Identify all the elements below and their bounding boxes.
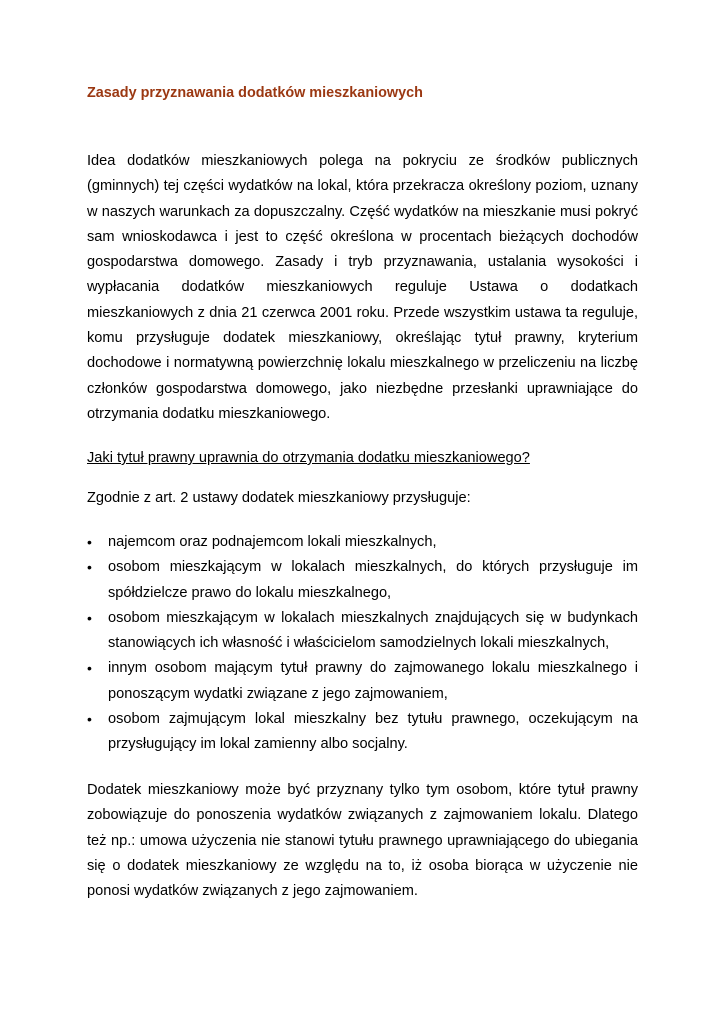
list-intro: Zgodnie z art. 2 ustawy dodatek mieszkaniowy przysługuje: (87, 490, 471, 506)
eligibility-list (87, 530, 638, 758)
closing-paragraph: Dodatek mieszkaniowy może być przyznany tylko tym osobom, które tytuł prawny zobowiązuje do ponoszenia wydatków związanych z zajmowaniem lokalu. Dlatego też np.: umowa użyczenia nie stanowi tytułu prawnego uprawniającego do ubiegania się o dodatek mieszkaniowy ze względu na to, iż osoba biorąca w użyczenie nie ponosi wydatków związanych z jego zajmowaniem. (87, 782, 638, 900)
bullet-icon: • (87, 711, 92, 728)
question-heading: Jaki tytuł prawny uprawnia do otrzymania dodatku mieszkaniowego? (87, 450, 530, 466)
list-item (87, 606, 638, 657)
list-item (87, 555, 638, 606)
bullet-icon: • (87, 534, 92, 550)
intro-paragraph: Idea dodatków mieszkaniowych polega na pokryciu ze środków publicznych (gminnych) tej części wydatków na lokal, która przekracza określony poziom, uznany w naszych warunkach za dopuszczalny. Część wydatków na mieszkanie musi pokryć sam wnioskodawca i jest to część określona w procentach bieżących dochodów gospodarstwa domowego. Zasady i tryb przyznawania, ustalania wysokości i wypłacania dodatków mieszkaniowych reguluje Ustawa o dodatkach mieszkaniowych z dnia 21 czerwca 2001 roku. Przede wszystkim ustawa ta reguluje, komu przysługuje dodatek mieszkaniowy, określając tytuł prawny, kryterium dochodowe i normatywną powierzchnię lokalu mieszkalnego w przeliczeniu na liczbę członków gospodarstwa domowego, jako niezbędne przesłanki uprawniające do otrzymania dodatku mieszkaniowego. (87, 153, 638, 422)
list-item (87, 530, 638, 555)
list-item-text: osobom mieszkającym w lokalach mieszkalnych znajdujących się w budynkach stanowiących ich własność i właścicielom samodzielnych lokali mieszkalnych, (108, 609, 638, 652)
list-item (87, 707, 638, 758)
list-item-text: osobom mieszkającym w lokalach mieszkalnych, do których przysługuje im spółdzielcze prawo do lokalu mieszkalnego, (108, 559, 638, 601)
list-item-text: osobom zajmującym lokal mieszkalny bez tytułu prawnego, oczekującym na przysługujący im lokal zamienny albo socjalny. (108, 711, 638, 753)
list-item-text: innym osobom mającym tytuł prawny do zajmowanego lokalu mieszkalnego i ponoszącym wydatki związane z jego zajmowaniem, (108, 660, 638, 702)
list-item (87, 656, 638, 707)
bullet-icon: • (87, 609, 92, 626)
list-item-text: najemcom oraz podnajemcom lokali mieszkalnych, (108, 534, 437, 550)
bullet-icon: • (87, 559, 92, 576)
bullet-icon: • (87, 660, 92, 677)
document-title: Zasady przyznawania dodatków mieszkaniowych (87, 85, 423, 101)
